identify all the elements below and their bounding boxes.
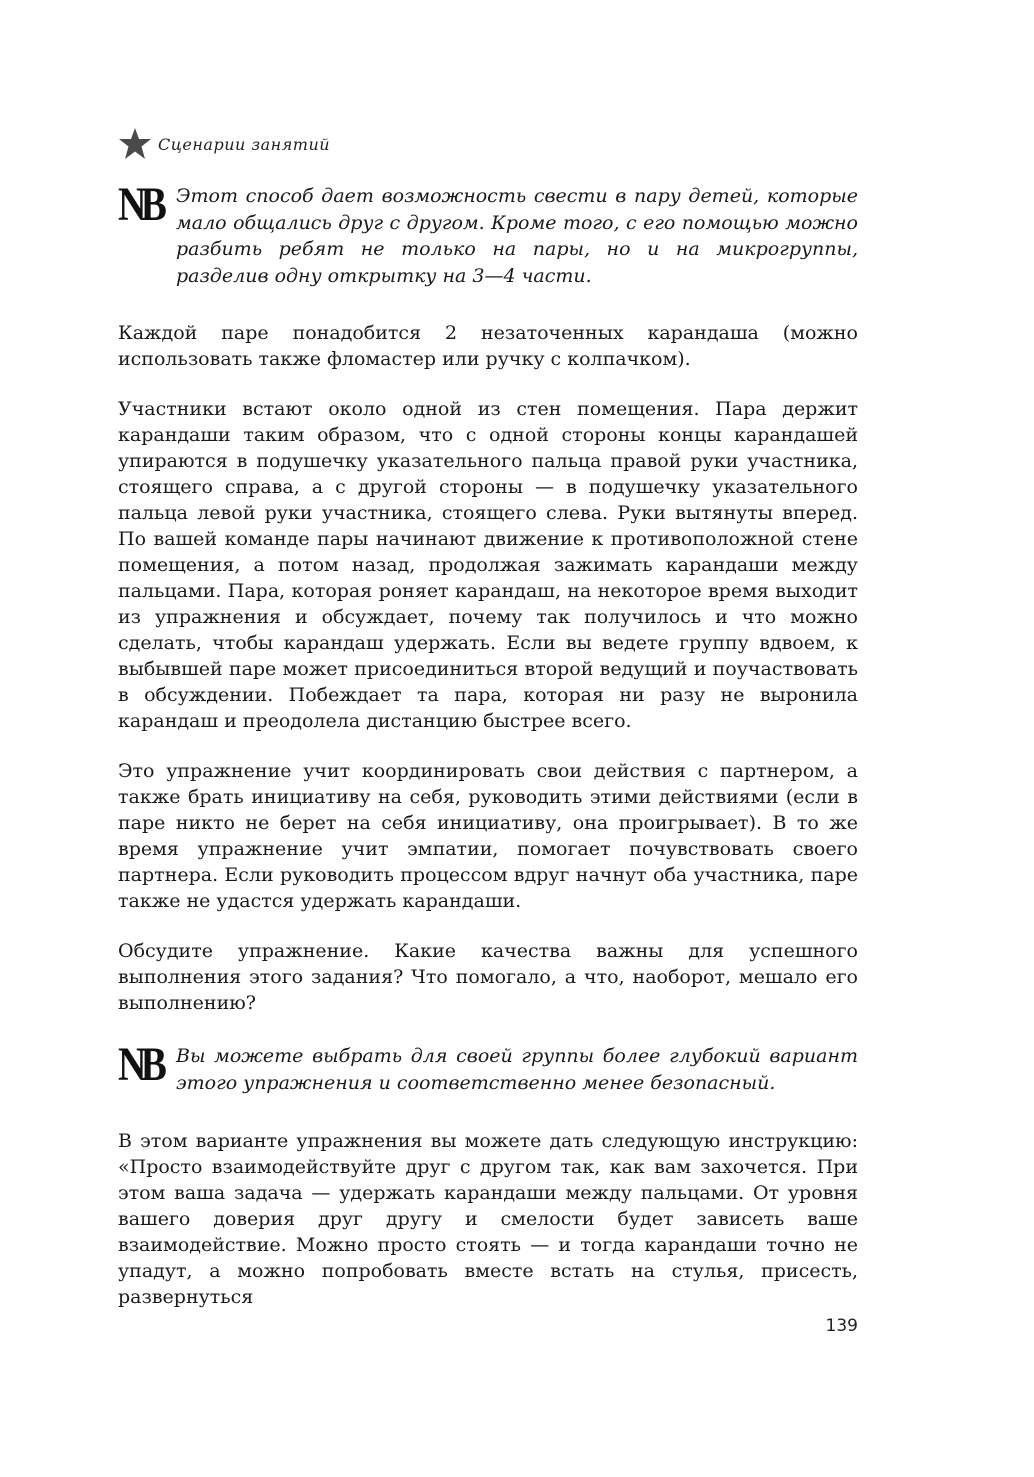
section-title: Сценарии занятий [158, 134, 331, 154]
star-icon [118, 127, 152, 161]
paragraph: Это упражнение учит координировать свои действия с партнером, а также брать инициативу на себя, руководить этими действиями (если в паре никто не берет на себя инициативу, она проигрывает). В то же время упражнение учит эмпатии, помогает почувствовать своего партнера. Если руководить процессом вдруг начнут оба участника, паре также не удастся удержать карандаши. [118, 760, 858, 912]
nb-note-text: Этот способ дает возможность свести в пару детей, которые мало общались друг с другом. Кроме того, с его помощью можно разбить ребят не только на пары, но и на микрогруппы, разделив одну открытку на 3—4 части. [176, 185, 858, 287]
paragraph: Обсудите упражнение. Какие качества важны для успешного выполнения этого задания? Что помогало, а что, наоборот, мешало его выполнению? [118, 940, 858, 1014]
paragraph: Каждой паре понадобится 2 незаточенных карандаша (можно использовать также фломастер или ручку с колпачком). [118, 322, 858, 370]
running-header [118, 127, 330, 161]
nb-note-1 [118, 178, 858, 289]
nb-mark: NB [118, 1038, 162, 1091]
paragraph: В этом варианте упражнения вы можете дать следующую инструкцию: «Просто взаимодействуйте друг с другом так, как вам захочется. При этом ваша задача — удержать карандаши между пальцами. От уровня вашего доверия друг другу и смелости будет зависеть ваше взаимодействие. Можно просто стоять — и тогда карандаши точно не упадут, а можно попробовать вместе встать на стулья, присесть, развернуться [118, 1130, 858, 1308]
nb-note-text: Вы можете выбрать для своей группы более глубокий вариант этого упражнения и соответственно менее безопасный. [176, 1045, 858, 1094]
paragraph: Участники встают около одной из стен помещения. Пара держит карандаши таким образом, что с одной стороны концы карандашей упираются в подушечку указательного пальца правой руки участника, стоящего справа, а с другой стороны — в подушечку указательного пальца левой руки участника, стоящего слева. Руки вытянуты вперед. По вашей команде пары начинают движение к противоположной стене помещения, а потом назад, продолжая зажимать карандаши между пальцами. Пара, которая роняет карандаш, на некоторое время выходит из упражнения и обсуждает, почему так получилось и что можно сделать, чтобы карандаш удержать. Если вы ведете группу вдвоем, к выбывшей паре может присоединиться второй ведущий и поучаствовать в обсуждении. Побеждает та пара, которая ни разу не выронила карандаш и преодолела дистанцию быстрее всего. [118, 398, 858, 732]
page-number: 139 [825, 1316, 858, 1336]
nb-mark: NB [118, 178, 162, 231]
nb-note-2 [118, 1038, 858, 1096]
